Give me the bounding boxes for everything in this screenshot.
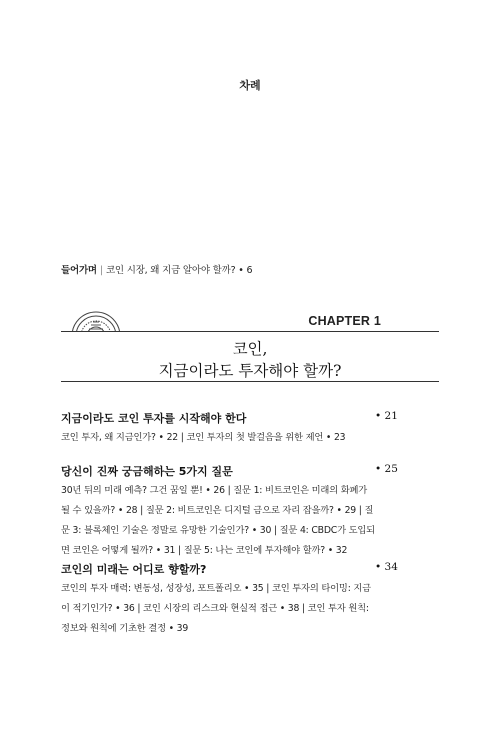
section-line: 면 코인은 어떻게 될까? • 31 | 질문 5: 나는 코인에 투자해야 할까? • 32	[61, 545, 348, 556]
section-body	[61, 579, 441, 639]
chapter-rule-top	[61, 331, 439, 332]
chapter-rule-bottom	[61, 381, 439, 382]
section-body	[61, 428, 441, 448]
chapter-title-line-2: 지금이라도 투자해야 할까?	[158, 362, 342, 380]
section-heading: 지금이라도 코인 투자를 시작해야 한다	[61, 412, 247, 425]
section-line: 될 수 있을까? • 28 | 질문 2: 비트코인은 디지털 금으로 자리 잡을까? • 29 | 질	[61, 505, 374, 516]
section-page: • 21	[375, 410, 398, 422]
toc-title: 차례	[239, 79, 261, 92]
section-page: • 34	[375, 561, 398, 573]
section-line: 30년 뒤의 미래 예측? 그건 꿈일 뿐! • 26 | 질문 1: 비트코인은 미래의 화폐가	[61, 485, 368, 496]
section-line: 코인의 투자 매력: 변동성, 성장성, 포트폴리오 • 35 | 코인 투자의 타이밍: 지금	[61, 583, 371, 594]
chapter-title-line-1: 코인,	[232, 340, 268, 358]
section-page: • 25	[375, 463, 398, 475]
section-line: 정보와 원칙에 기초한 결정 • 39	[61, 623, 189, 634]
chapter-label: CHAPTER 1	[308, 314, 381, 328]
intro-entry: 들어가며 | 코인 시장, 왜 지금 알아야 할까? • 6	[61, 265, 253, 276]
intro-text: 코인 시장, 왜 지금 알아야 할까? • 6	[105, 265, 253, 276]
section-body	[61, 481, 441, 561]
intro-label: 들어가며	[61, 265, 97, 276]
coin-icon	[70, 311, 122, 333]
section-heading: 당신이 진짜 궁금해하는 5가지 질문	[61, 465, 233, 478]
section-heading: 코인의 미래는 어디로 향할까?	[61, 563, 207, 576]
chapter-title	[61, 338, 439, 382]
section-line: 문 3: 블록체인 기술은 정말로 유망한 기술인가? • 30 | 질문 4: CBDC가 도입되	[61, 525, 375, 536]
section-line: 코인 투자, 왜 지금인가? • 22 | 코인 투자의 첫 발걸음을 위한 제언 • 23	[61, 432, 346, 443]
section-line: 이 적기인가? • 36 | 코인 시장의 리스크와 현실적 접근 • 38 | 코인 투자 원칙:	[61, 603, 369, 614]
